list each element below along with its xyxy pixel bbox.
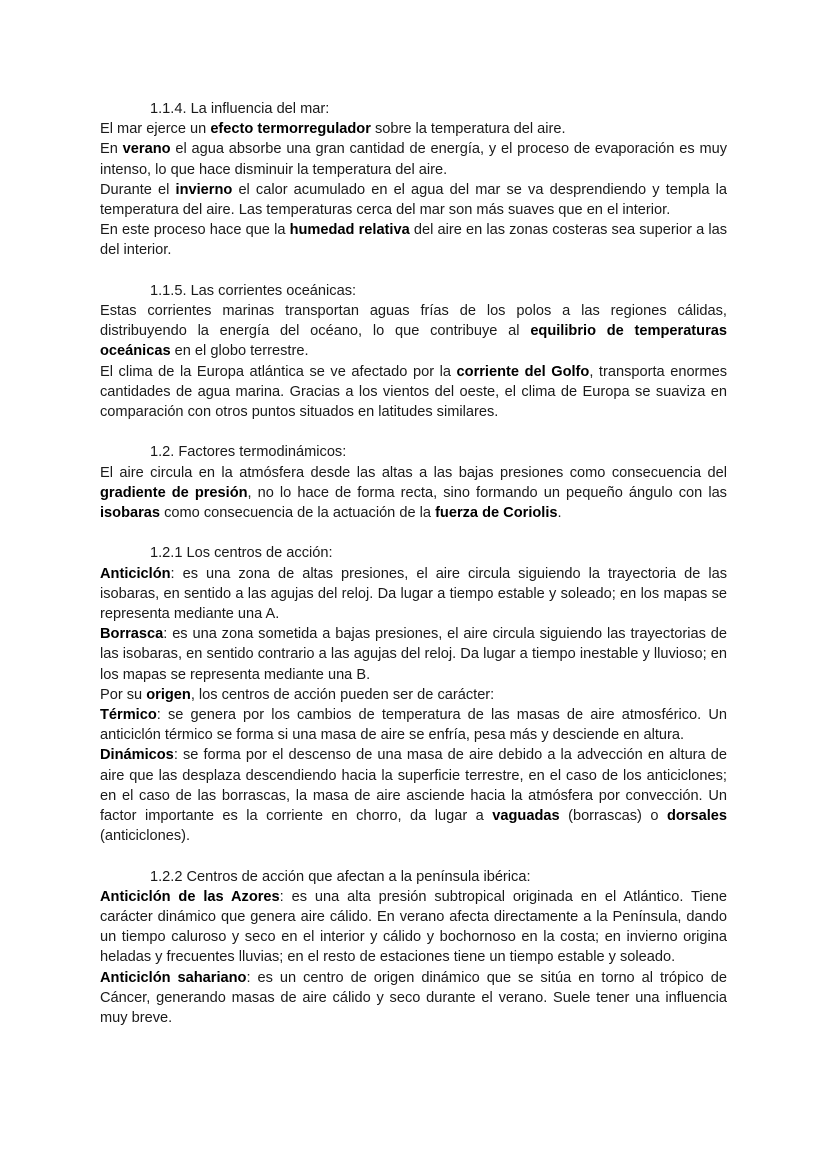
section — [100, 281, 727, 422]
paragraph — [100, 463, 727, 524]
paragraph — [100, 745, 727, 846]
text-run: . — [557, 505, 562, 522]
section — [100, 867, 727, 1029]
bold-term: isobaras — [100, 505, 161, 522]
text-run: En — [100, 141, 123, 158]
bold-term: Térmico — [100, 707, 157, 724]
bold-term: corriente del Golfo — [456, 363, 590, 380]
text-run: En este proceso hace que la — [100, 222, 290, 239]
text-run: sobre la temperatura del aire. — [370, 121, 566, 138]
paragraph — [100, 301, 727, 362]
text-run: el calor acumulado en el agua del mar se va desprendiendo y templa la temperatura del aire. Las temperaturas cerca del mar son más suaves que en el interior. — [100, 181, 727, 219]
bold-term: Borrasca — [100, 626, 164, 643]
text-run: El mar ejerce un — [100, 121, 211, 138]
section-heading: 1.2. Factores termodinámicos: — [150, 444, 347, 461]
bold-term: fuerza de Coriolis — [435, 505, 558, 522]
text-run: Por su — [100, 686, 147, 703]
text-run: : se forma por el descenso de una masa de aire debido a la advección en altura de aire que las desplaza descendiendo hacia la superficie terrestre, en el caso de los anticiclones; en el caso de las borrascas, la masa de aire asciende hacia la atmósfera por convección. Un factor importante es la corriente en chorro, da lugar a — [100, 747, 727, 825]
section-heading: 1.2.2 Centros de acción que afectan a la península ibérica: — [150, 868, 531, 885]
paragraph — [100, 705, 727, 745]
section — [100, 99, 727, 261]
bold-term: Anticiclón sahariano — [100, 969, 247, 986]
text-run: (anticiclones). — [100, 828, 191, 845]
bold-term: Anticiclón — [100, 565, 171, 582]
paragraph — [100, 685, 727, 705]
section-heading: 1.2.1 Los centros de acción: — [150, 545, 333, 562]
text-run: El aire circula en la atmósfera desde las altas a las bajas presiones como consecuencia del — [100, 464, 727, 481]
section-spacer — [100, 846, 727, 866]
bold-term: invierno — [175, 181, 233, 198]
text-run: Durante el — [100, 181, 176, 198]
text-run: , transporta enormes cantidades de agua marina. Gracias a los vientos del oeste, el clima de Europa se suaviza en comparación con otros puntos situados en latitudes similares. — [100, 363, 727, 421]
text-run: del aire en las zonas costeras sea superior a las del interior. — [100, 222, 727, 259]
paragraph — [100, 624, 727, 685]
paragraph — [100, 139, 727, 179]
text-run: en el globo terrestre. — [170, 343, 309, 360]
section-heading: 1.1.4. La influencia del mar: — [150, 101, 330, 117]
section — [100, 442, 727, 523]
text-run: : se genera por los cambios de temperatura de las masas de aire atmosférico. Un anticiclón térmico se forma si una masa de aire se enfría, pesa más y desciende en altura. — [100, 707, 727, 744]
text-run: : es una zona de altas presiones, el aire circula siguiendo la trayectoria de las isobaras, en sentido a las agujas del reloj. Da lugar a tiempo estable y soleado; en los mapas se representa mediante una A. — [100, 565, 727, 623]
paragraph — [100, 180, 727, 220]
section-spacer — [100, 261, 727, 281]
section-spacer — [100, 523, 727, 543]
text-run: , los centros de acción pueden ser de carácter: — [190, 686, 495, 703]
paragraph — [100, 220, 727, 260]
bold-term: origen — [146, 686, 191, 703]
paragraph — [100, 887, 727, 968]
text-run: Estas corrientes marinas transportan aguas frías de los polos a las regiones cálidas, distribuyendo la energía del océano, lo que contribuye al — [100, 303, 727, 340]
text-run: : es una alta presión subtropical originada en el Atlántico. Tiene carácter dinámico que genera aire cálido. En verano afecta directamente a la Península, dando un tiempo caluroso y seco en el interior y cálido y bochornoso en la costa; en invierno origina heladas y frecuentes lluvias; en el resto de estaciones tiene un tiempo estable y soleado. — [100, 888, 727, 966]
bold-term: dorsales — [666, 808, 727, 825]
paragraph — [100, 362, 727, 423]
paragraph — [100, 968, 727, 1029]
bold-term: gradiente de presión — [100, 484, 248, 501]
bold-term: Dinámicos — [100, 747, 174, 764]
section-spacer — [100, 422, 727, 442]
text-run: : es una zona sometida a bajas presiones, el aire circula siguiendo las trayectorias de las isobaras, en sentido contrario a las agujas del reloj. Da lugar a tiempo inestable y lluvioso; en los mapas se representa mediante una B. — [100, 626, 727, 683]
text-run: El clima de la Europa atlántica se ve afectado por la — [100, 363, 457, 380]
bold-term: verano — [122, 141, 171, 158]
bold-term: Anticiclón de las Azores — [100, 888, 280, 905]
bold-term: efecto termorregulador — [210, 121, 371, 138]
bold-term: humedad relativa — [289, 222, 410, 239]
section — [100, 543, 727, 846]
paragraph — [100, 564, 727, 625]
bold-term: vaguadas — [492, 808, 560, 825]
bold-term: equilibrio de temperaturas oceánicas — [100, 323, 727, 360]
document-page — [100, 99, 727, 1028]
text-run: (borrascas) o — [559, 808, 667, 825]
text-run: , no lo hace de forma recta, sino formando un pequeño ángulo con las — [247, 484, 727, 501]
paragraph — [100, 119, 727, 139]
section-heading: 1.1.5. Las corrientes oceánicas: — [150, 282, 357, 299]
text-run: como consecuencia de la actuación de la — [160, 505, 436, 522]
text-run: el agua absorbe una gran cantidad de energía, y el proceso de evaporación es muy intenso, lo que hace disminuir la temperatura del aire. — [100, 141, 728, 178]
text-run: : es un centro de origen dinámico que se sitúa en torno al trópico de Cáncer, generando masas de aire cálido y seco durante el verano. Suele tener una influencia muy breve. — [100, 969, 727, 1027]
